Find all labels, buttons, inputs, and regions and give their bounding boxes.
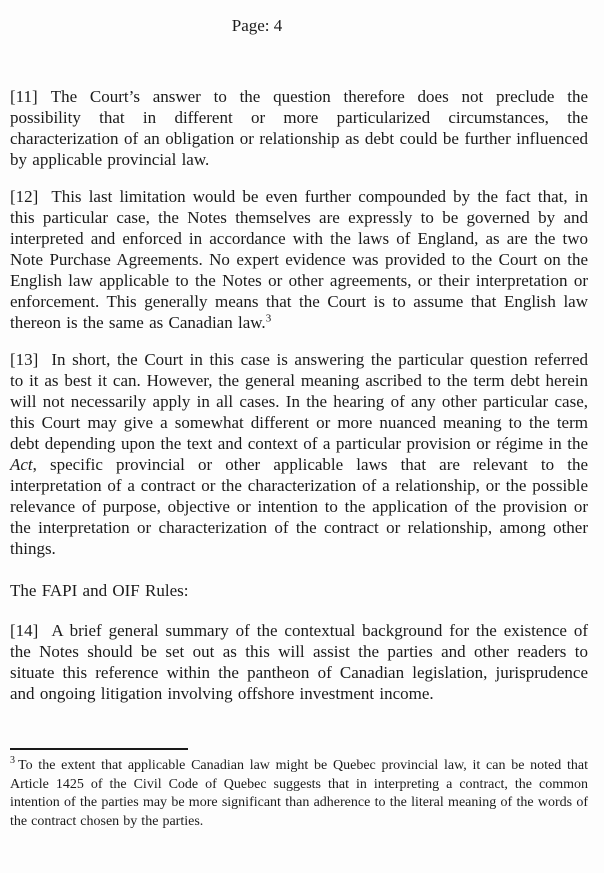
footnote-reference: 3 <box>265 312 272 325</box>
paragraph-text: A brief general summary of the contextual background for the existence of the Notes should be set out as this will assist the parties and other readers to situate this reference within the pantheon of Canadian legislation, jurisprudence and ongoing litigation involving offshore investment income. <box>10 621 588 703</box>
paragraph-13 <box>10 349 588 559</box>
paragraph-number: [14] <box>10 621 39 640</box>
footnote-text: To the extent that applicable Canadian law might be Quebec provincial law, it can be noted that Article 1425 of the Civil Code of Quebec suggests that in interpreting a contract, the common intention of the parties may be more significant than adherence to the literal meaning of the words of the contract chosen by the parties. <box>10 758 588 829</box>
paragraph-text: This last limitation would be even further compounded by the fact that, in this particular case, the Notes themselves are expressly to be governed by and interpreted and enforced in accordance with the laws of England, as are the two Note Purchase Agreements. No expert evidence was provided to the Court on the English law applicable to the Notes or other agreements, or their interpretation or enforcement. This generally means that the Court is to assume that English law thereon is the same as Canadian law. <box>10 187 588 332</box>
paragraph-12 <box>10 186 588 333</box>
footnote-marker: 3 <box>10 755 15 767</box>
paragraph-11 <box>10 86 588 170</box>
section-heading: The FAPI and OIF Rules: <box>10 581 189 600</box>
document-body <box>10 86 588 720</box>
paragraph-number: [13] <box>10 350 39 369</box>
paragraph-number: [12] <box>10 187 39 206</box>
paragraph-text: In short, the Court in this case is answering the particular question referred to it as best it can. However, the general meaning ascribed to the term debt herein will not necessarily apply in all cases. In the hearing of any other particular case, this Court may give a somewhat different or more nuanced meaning to the term debt depending upon the text and context of a particular provision or régime in the <box>10 350 588 453</box>
paragraph-text: , specific provincial or other applicable laws that are relevant to the interpretation of a contract or the characterization of a relationship, or the possible relevance of purpose, objective or intention to the application of the provision or the interpretation or characterization of the contract or relationship, among other things. <box>10 455 588 558</box>
footnote-body <box>10 757 588 831</box>
paragraph-14 <box>10 620 588 704</box>
paragraph-text: Act <box>10 455 33 474</box>
footnote <box>10 748 588 831</box>
page-number-header: Page: 4 <box>231 16 283 35</box>
paragraph-text: The Court’s answer to the question therefore does not preclude the possibility that in different or more particularized circumstances, the characterization of an obligation or relationship as debt could be further influenced by applicable provincial law. <box>10 87 588 169</box>
paragraph-number: [11] <box>10 87 38 106</box>
footnote-separator <box>10 748 188 750</box>
